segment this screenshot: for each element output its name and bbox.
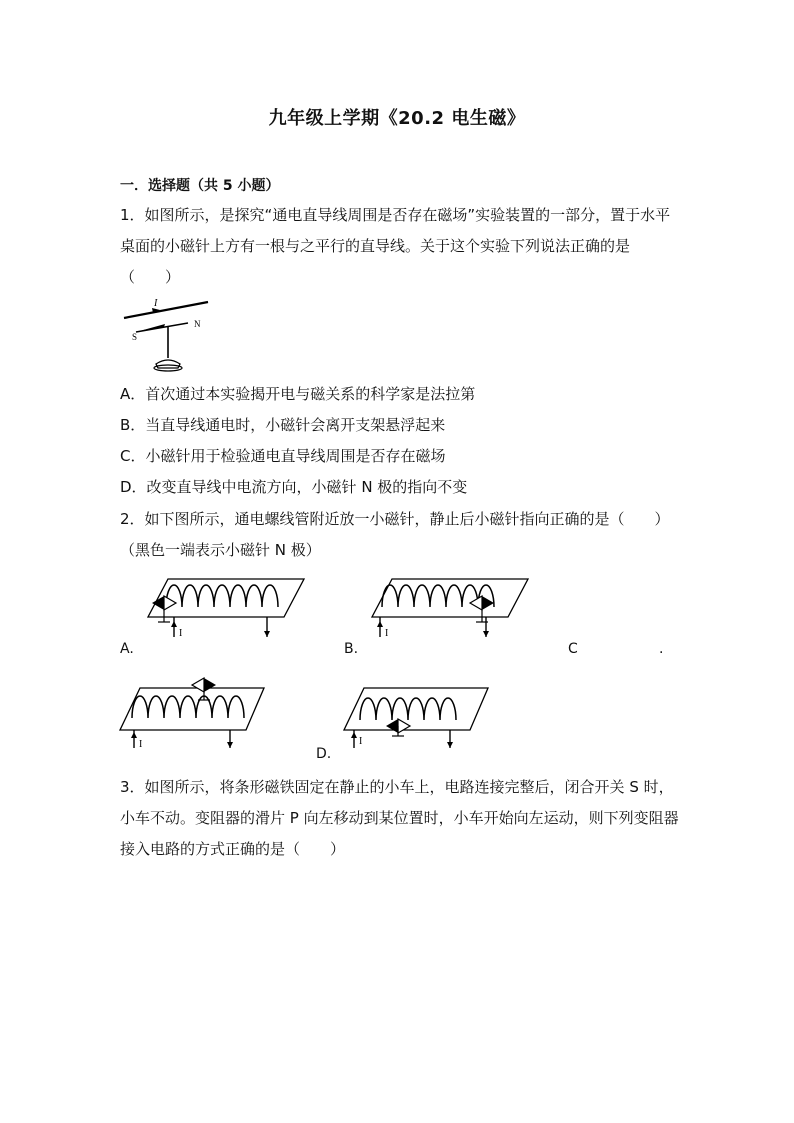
q2-label-c: C (568, 641, 578, 657)
q2-label-c-dot: . (659, 641, 664, 657)
q2-label-b: B. (344, 641, 359, 657)
q2-figure-a (146, 577, 304, 643)
q2-figure-c (118, 678, 264, 750)
q1-option-d: D．改变直导线中电流方向，小磁针 N 极的指向不变 (120, 478, 468, 496)
q1-option-a: A．首次通过本实验揭开电与磁关系的科学家是法拉第 (120, 385, 476, 403)
q2b-needle-north (482, 596, 494, 610)
q2a-current-label: I (179, 628, 183, 639)
q1-figure-wire-compass (118, 296, 218, 376)
q2b-current-label: I (385, 628, 389, 639)
question-3-text: 3．如图所示，将条形磁铁固定在静止的小车上，电路连接完整后，闭合开关 S 时，小车不动。变阻器的滑片 P 向左移动到某位置时，小车开始向左运动，则下列变阻器接入电路的方式正确的是（ ） (120, 778, 679, 858)
q2d-current-label: I (359, 736, 363, 747)
q2-figure-b (370, 577, 528, 643)
question-2-text-line2: （黑色一端表示小磁针 N 极） (120, 541, 321, 559)
q1-north-label: N (194, 319, 201, 329)
page-title: 九年级上学期《20.2 电生磁》 (268, 108, 526, 129)
q2c-needle-north (204, 678, 216, 692)
q1-current-label: I (154, 298, 158, 309)
q2a-needle-south (164, 596, 176, 610)
q2c-current-label: I (139, 739, 143, 750)
q1-option-c: C．小磁针用于检验通电直导线周围是否存在磁场 (120, 447, 446, 465)
section-heading: 一．选择题（共 5 小题） (120, 178, 280, 194)
q2-figure-d (342, 686, 488, 752)
q2-label-d: D. (316, 746, 332, 762)
q2b-needle-south (470, 596, 482, 610)
q1-south-label: S (132, 332, 138, 342)
q2d-needle-north (386, 719, 398, 733)
q2-label-a: A. (120, 641, 134, 657)
question-1-text: 1．如图所示，是探究“通电直导线周围是否存在磁场”实验装置的一部分，置于水平桌面的小磁针上方有一根与之平行的直导线。关于这个实验下列说法正确的是（ ） (120, 206, 671, 286)
question-2-text-line1: 2．如下图所示，通电螺线管附近放一小磁针，静止后小磁针指向正确的是（ ） (120, 510, 670, 528)
q2c-needle-south (192, 678, 204, 692)
q2d-needle-south (398, 719, 410, 733)
q1-option-b: B．当直导线通电时，小磁针会离开支架悬浮起来 (120, 416, 446, 434)
